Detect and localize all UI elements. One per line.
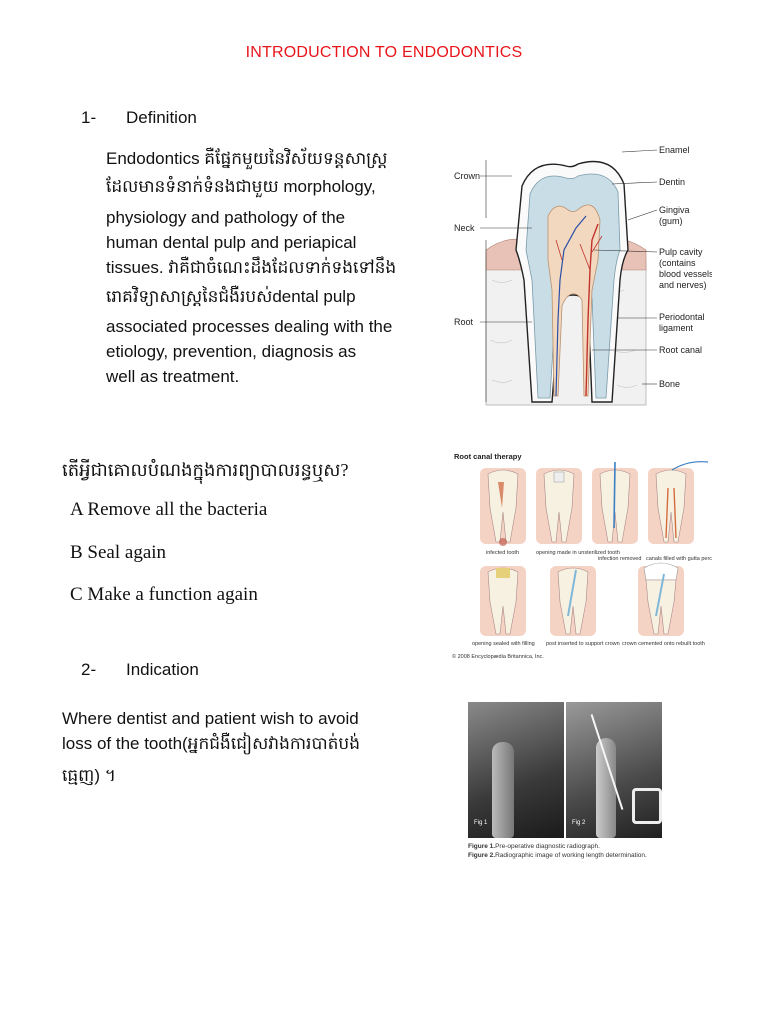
definition-line: រោគវិទ្យាសាស្ត្រនៃជំងឺរបស់dental pulp (106, 287, 356, 306)
rct-top-row (480, 462, 708, 546)
section-1-number: 1- (81, 108, 97, 127)
rct-caption-3: infection removed (598, 556, 642, 562)
label-pulp-cavity: Pulp cavity (659, 247, 703, 257)
rct-bottom-row (480, 563, 684, 636)
label-pulp-contains: (contains (659, 258, 696, 268)
definition-line: physiology and pathology of the (106, 208, 346, 227)
label-dentin: Dentin (659, 177, 686, 187)
rct-caption-1: infected tooth (486, 550, 520, 556)
option-b: B Seal again (70, 542, 167, 563)
page-title: INTRODUCTION TO ENDODONTICS (245, 44, 523, 61)
rct-caption-7: crown cemented onto rebuilt tooth (622, 641, 705, 647)
definition-line: Endodontics គឺផ្នែកមួយនៃវិស័យទន្តសាស្ត្រ (106, 149, 388, 168)
indication-text (62, 706, 402, 788)
indication-line: Where dentist and patient wish to avoid (62, 709, 359, 728)
definition-line: human dental pulp and periapical (106, 233, 357, 252)
xray-caption-1 (468, 843, 600, 850)
indication-line: ធ្មេញ) ។ (62, 766, 116, 785)
rct-diagram (450, 450, 712, 662)
label-pulp-nerves: and nerves) (659, 280, 707, 290)
rct-caption-6: post inserted to support crown (546, 641, 620, 647)
xray-fig1-label: Fig 1 (474, 820, 488, 826)
xray-caption-2-text: Radiographic image of working length determination. (495, 852, 647, 859)
label-gingiva: Gingiva (659, 205, 690, 215)
rct-caption-5: opening sealed with filling (472, 641, 535, 647)
xray-caption-2 (468, 852, 647, 859)
definition-line: well as treatment. (106, 367, 240, 386)
label-root: Root (454, 317, 474, 327)
xray-caption-2-label: Figure 2. (468, 852, 496, 859)
section-2-number: 2- (81, 660, 97, 679)
rct-credit: © 2008 Encyclopædia Britannica, Inc. (452, 654, 544, 660)
objective-question: តើអ្វីជាគោលបំណងក្នុងការព្យាបាលរន្ធឬស? (62, 460, 349, 480)
label-bone: Bone (659, 379, 681, 389)
label-periodontal: Periodontal (659, 312, 705, 322)
rct-title: Root canal therapy (454, 452, 522, 461)
xray-caption-1-text: Pre-operative diagnostic radiograph. (495, 843, 600, 850)
rct-caption-4: canals filled with gutta percha (646, 556, 712, 562)
label-pulp-vessels: blood vessels (659, 269, 712, 279)
label-gum: (gum) (659, 216, 683, 226)
root-canal-therapy-figure (450, 450, 712, 662)
indication-line: loss of the tooth(អ្នកជំងឺជៀសវាងការបាត់បង់ (62, 734, 361, 753)
xray-figure (466, 702, 666, 864)
definition-line: associated processes dealing with the (106, 317, 393, 336)
section-2-heading: Indication (126, 660, 199, 679)
label-neck: Neck (454, 223, 475, 233)
definition-line: ដែលមានទំនាក់ទំនងជាមួយ morphology, (106, 177, 376, 196)
label-root-canal: Root canal (659, 345, 703, 355)
rct-caption-2: opening made in unsterilized tooth (536, 550, 620, 556)
label-ligament: ligament (659, 323, 694, 333)
xray-caption-1-label: Figure 1. (468, 843, 496, 850)
option-a: A Remove all the bacteria (70, 499, 268, 520)
xray-image-2 (566, 702, 662, 838)
label-crown: Crown (454, 171, 481, 181)
definition-line: etiology, prevention, diagnosis as (106, 342, 357, 361)
label-enamel: Enamel (659, 145, 690, 155)
definition-text (106, 146, 436, 389)
section-1-heading: Definition (126, 108, 197, 127)
tooth-diagram (452, 140, 712, 408)
option-c: C Make a function again (70, 584, 258, 605)
definition-line: tissues. វាគឺជាចំណេះដឹងដែលទាក់ទងទៅនឹង (106, 258, 397, 277)
tooth-anatomy-figure (452, 140, 712, 408)
xray-fig2-label: Fig 2 (572, 820, 586, 826)
xray-image-1 (468, 702, 564, 838)
